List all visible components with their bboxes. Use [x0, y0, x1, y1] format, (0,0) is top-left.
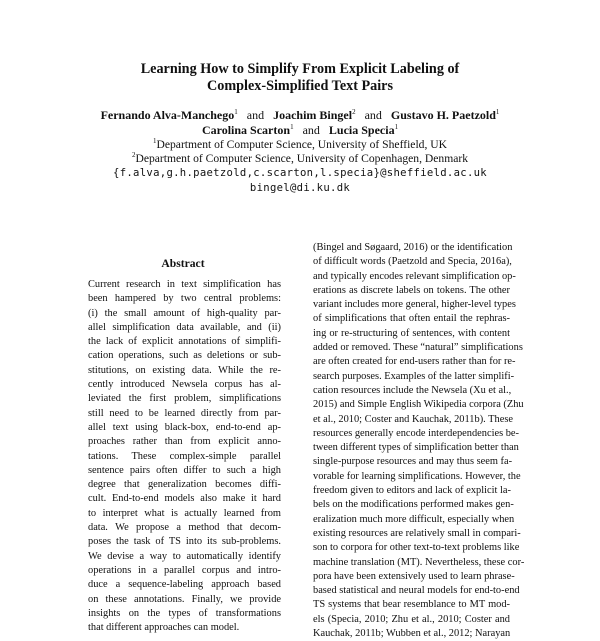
- text-line: erations as discrete labels on tokens. The other: [313, 284, 510, 296]
- affiliation-mark: 1: [152, 137, 157, 146]
- email-line-2: bingel@di.ku.dk: [249, 182, 351, 194]
- text-line: vorable for learning simplifications. However, the: [313, 470, 521, 482]
- author-line-1: [0, 108, 600, 123]
- text-line: of simplifications that often entail the rephras-: [313, 313, 510, 325]
- text-line: that different approaches can model.: [88, 622, 240, 634]
- title-line: Complex-Simplified Text Pairs: [206, 78, 393, 94]
- text-line: are often created for end-users rather than for re-: [313, 356, 516, 368]
- text-line: son to corpora for other text-to-text problems like: [313, 542, 520, 554]
- text-line: ing or re-structuring of sentences, with content: [313, 327, 510, 339]
- text-line: tations. These complex-simple parallel: [88, 450, 281, 462]
- text-line: and typically encodes relevant simplification op-: [313, 270, 516, 282]
- text-line: (i) the small amount of high-quality par-: [88, 307, 281, 319]
- text-line: bels on the modifications performed makes gen-: [313, 499, 514, 511]
- affiliation-1: [0, 138, 600, 152]
- text-line: proaches rather than from explicit anno-: [88, 436, 281, 448]
- text-line: allel text using black-box, end-to-end ap-: [88, 421, 281, 433]
- text-line: freedom given to editors and lack of explicit la-: [313, 485, 511, 497]
- text-line: duce a sequence-labeling approach based: [88, 579, 281, 591]
- author-name: Fernando Alva-Manchego: [100, 108, 235, 122]
- text-line: resources generally encode interdependencies be-: [313, 427, 519, 439]
- text-line: to interpret what is actually learned from: [88, 507, 281, 519]
- affiliation-2: [0, 152, 600, 166]
- email-line-1: {f.alva,g.h.paetzold,c.scarton,l.specia}@sheffield.ac.uk: [113, 167, 487, 179]
- text-line: the lack of explicit annotations of simplifi-: [88, 336, 281, 348]
- author-affil-mark: 1: [234, 108, 238, 116]
- text-line: cation operations, such as deletions or sub-: [88, 350, 281, 362]
- text-line: cation resources include the Newsela (Xu et al.,: [313, 384, 512, 396]
- text-line: still need to be learned directly from par-: [88, 407, 281, 419]
- text-line: search purposes. Examples of the latter simplifi-: [313, 370, 515, 382]
- text-line: pora have been extensively used to learn phrase-: [313, 570, 515, 582]
- text-line: (Bingel and Søgaard, 2016) or the identification: [313, 242, 513, 253]
- text-line: on these annotations. Finally, we provide: [88, 593, 281, 605]
- text-line: sentence pairs often differ to such a high: [88, 464, 281, 476]
- text-line: variant includes more general, higher-level types: [313, 299, 516, 311]
- affiliation-mark: 2: [131, 151, 136, 160]
- paper-title: [0, 61, 600, 95]
- author-affil-mark: 1: [495, 108, 500, 116]
- text-line: 2015) and Simple English Wikipedia corpora (Zhu: [313, 399, 524, 411]
- text-line: tween different types of simplification better than: [313, 442, 519, 454]
- text-line: added or removed. These “natural” simplifications: [313, 342, 523, 354]
- text-line: single-purpose resources and may thus seem fa-: [313, 456, 513, 468]
- text-line: degree that generalization becomes diffi-: [88, 479, 281, 491]
- text-line: stitutions, on existing data. While the re-: [88, 364, 281, 376]
- abstract-body: [88, 278, 281, 635]
- author-line-2: [0, 123, 600, 138]
- author-affil-mark: 1: [290, 123, 294, 131]
- text-line: cently introduced Newsela corpus has al-: [88, 379, 281, 391]
- author-affil-mark: 1: [394, 123, 399, 131]
- text-line: data. We propose a method that decom-: [88, 522, 281, 534]
- author-affil-mark: 2: [352, 108, 356, 116]
- text-line: allel simplification data available, and (ii): [88, 321, 281, 333]
- text-line: els (Specia, 2010; Zhu et al., 2010; Coster and: [313, 613, 510, 625]
- author-name: Gustavo H. Paetzold: [390, 108, 496, 122]
- text-line: machine translation (MT). Nevertheless, these cor-: [313, 556, 525, 568]
- author-name: Lucia Specia: [328, 123, 395, 137]
- text-line: poses the task of TS into its sub-problems.: [88, 536, 281, 548]
- text-line: existing resources are relatively small in compari-: [313, 527, 521, 539]
- text-line: We devise a way to automatically identify: [88, 550, 281, 562]
- text-line: eralization much more difficult, especially when: [313, 513, 515, 525]
- text-line: Current research in text simplification has: [88, 279, 281, 290]
- text-line: et al., 2010; Coster and Kauchak, 2011b). These: [313, 413, 513, 425]
- author-name: Carolina Scarton: [201, 123, 291, 137]
- author-conjunction: and: [302, 123, 320, 137]
- title-line: Learning How to Simplify From Explicit Labeling of: [140, 61, 460, 77]
- text-line: leviated the first problem, simplifications: [88, 393, 281, 405]
- author-conjunction: and: [246, 108, 265, 122]
- intro-body-column: [313, 241, 525, 641]
- text-line: TS systems that bear resemblance to MT mod-: [313, 599, 510, 611]
- text-line: of difficult words (Paetzold and Specia, 2016a),: [313, 256, 512, 268]
- author-name: Joachim Bingel: [273, 108, 353, 122]
- text-line: operations in a parallel corpus and intro-: [88, 564, 281, 576]
- text-line: insights on the types of transformations: [88, 607, 281, 619]
- author-conjunction: and: [364, 108, 382, 122]
- affiliation-text: Department of Computer Science, University of Copenhagen, Denmark: [135, 152, 469, 165]
- author-block: [0, 108, 600, 138]
- affiliation-text: Department of Computer Science, University of Sheffield, UK: [156, 138, 448, 151]
- text-line: been hampered by two central problems:: [88, 293, 281, 305]
- text-line: cult. End-to-end models also make it hard: [88, 493, 281, 505]
- text-line: based statistical and neural models for end-to-end: [313, 585, 520, 597]
- text-line: Kauchak, 2011b; Wubben et al., 2012; Narayan: [313, 628, 511, 640]
- abstract-heading: Abstract: [161, 257, 205, 270]
